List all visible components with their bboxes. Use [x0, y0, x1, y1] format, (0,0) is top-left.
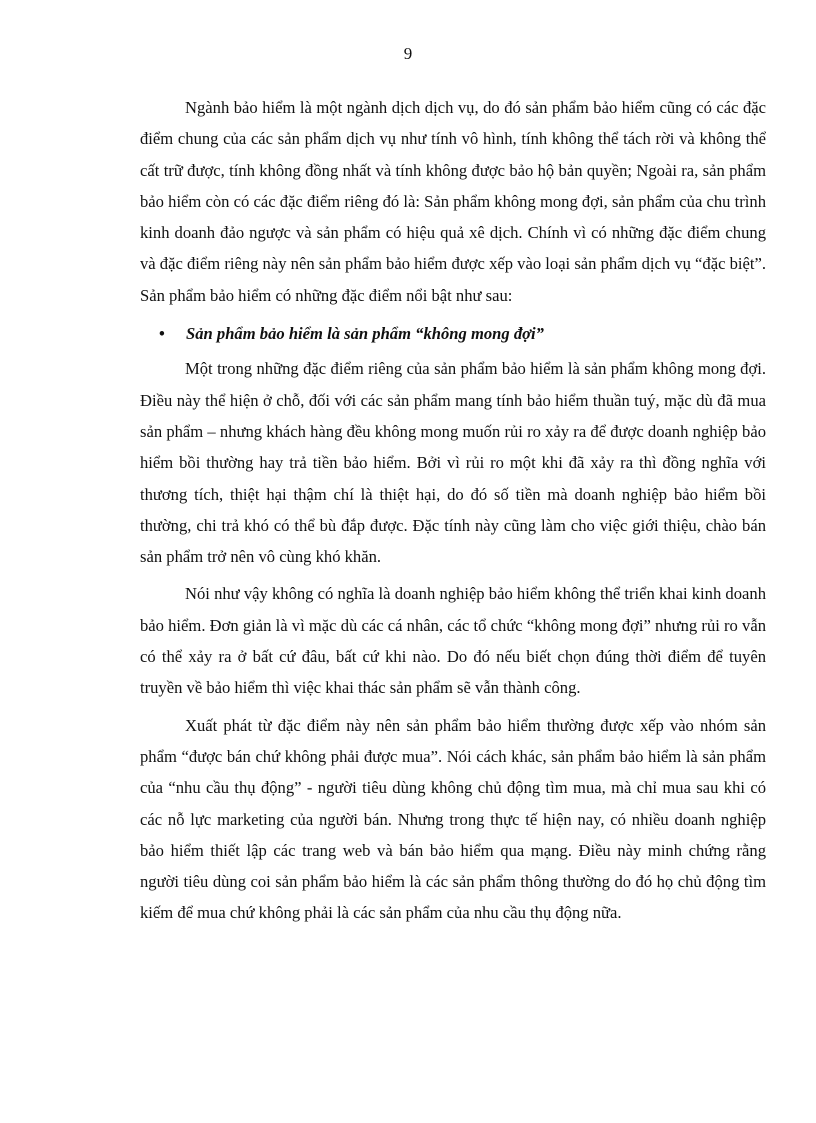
- page-number: 9: [403, 44, 413, 63]
- section-heading: [140, 318, 766, 349]
- bullet-icon: •: [159, 324, 165, 344]
- body-paragraph-3: Xuất phát từ đặc điểm này nên sản phẩm bảo hiểm thường được xếp vào nhóm sản phẩm “được bán chứ không phải được mua”. Nói cách khác, sản phẩm bảo hiểm là sản phẩm của “nhu cầu thụ động” - người tiêu dùng không chủ động tìm mua, mà chỉ mua sau khi có các nỗ lực marketing của người bán. Nhưng trong thực tế hiện nay, có nhiều doanh nghiệp bảo hiểm thiết lập các trang web và bán bảo hiểm qua mạng. Điều này minh chứng rằng người tiêu dùng coi sản phẩm bảo hiểm là các sản phẩm thông thường do đó họ chủ động tìm kiếm để mua chứ không phải là các sản phẩm của nhu cầu thụ động nữa.: [140, 715, 766, 923]
- section-heading-text: Sản phẩm bảo hiểm là sản phẩm “không mong đợi”: [186, 324, 544, 344]
- body-paragraph-2: Nói như vậy không có nghĩa là doanh nghiệp bảo hiểm không thể triển khai kinh doanh bảo hiểm. Đơn giản là vì mặc dù các cá nhân, các tổ chức “không mong đợi” nhưng rủi ro vẫn có thể xảy ra ở bất cứ đâu, bất cứ khi nào. Do đó nếu biết chọn đúng thời điểm để tuyên truyền về bảo hiểm thì việc khai thác sản phẩm sẽ vẫn thành công.: [140, 584, 766, 698]
- page-content: [140, 92, 766, 935]
- intro-paragraph: Ngành bảo hiểm là một ngành dịch dịch vụ, do đó sản phẩm bảo hiểm cũng có các đặc điểm chung của các sản phẩm dịch vụ như tính vô hình, tính không thể tách rời và không thể cất trữ được, tính không đồng nhất và tính không được bảo hộ bản quyền; Ngoài ra, sản phẩm bảo hiểm còn có các đặc điểm riêng đó là: Sản phẩm không mong đợi, sản phẩm của chu trình kinh doanh đảo ngược và sản phẩm có hiệu quả xê dịch. Chính vì có những đặc điểm chung và đặc điểm riêng này nên sản phẩm bảo hiểm được xếp vào loại sản phẩm dịch vụ “đặc biệt”. Sản phẩm bảo hiểm có những đặc điểm nổi bật như sau:: [140, 98, 766, 305]
- body-paragraph-1: Một trong những đặc điểm riêng của sản phẩm bảo hiểm là sản phẩm không mong đợi. Điều này thể hiện ở chỗ, đối với các sản phẩm mang tính bảo hiểm thuần tuý, mặc dù đã mua sản phẩm – nhưng khách hàng đều không mong muốn rủi ro xảy ra để được doanh nghiệp bảo hiểm bồi thường hay trả tiền bảo hiểm. Bởi vì rủi ro một khi đã xảy ra thì đồng nghĩa với thương tích, thiệt hại thậm chí là thiệt hại, do đó số tiền mà doanh nghiệp bảo hiểm bồi thường, chi trả khó có thể bù đắp được. Đặc tính này cũng làm cho việc giới thiệu, chào bán sản phẩm trở nên vô cùng khó khăn.: [140, 359, 766, 567]
